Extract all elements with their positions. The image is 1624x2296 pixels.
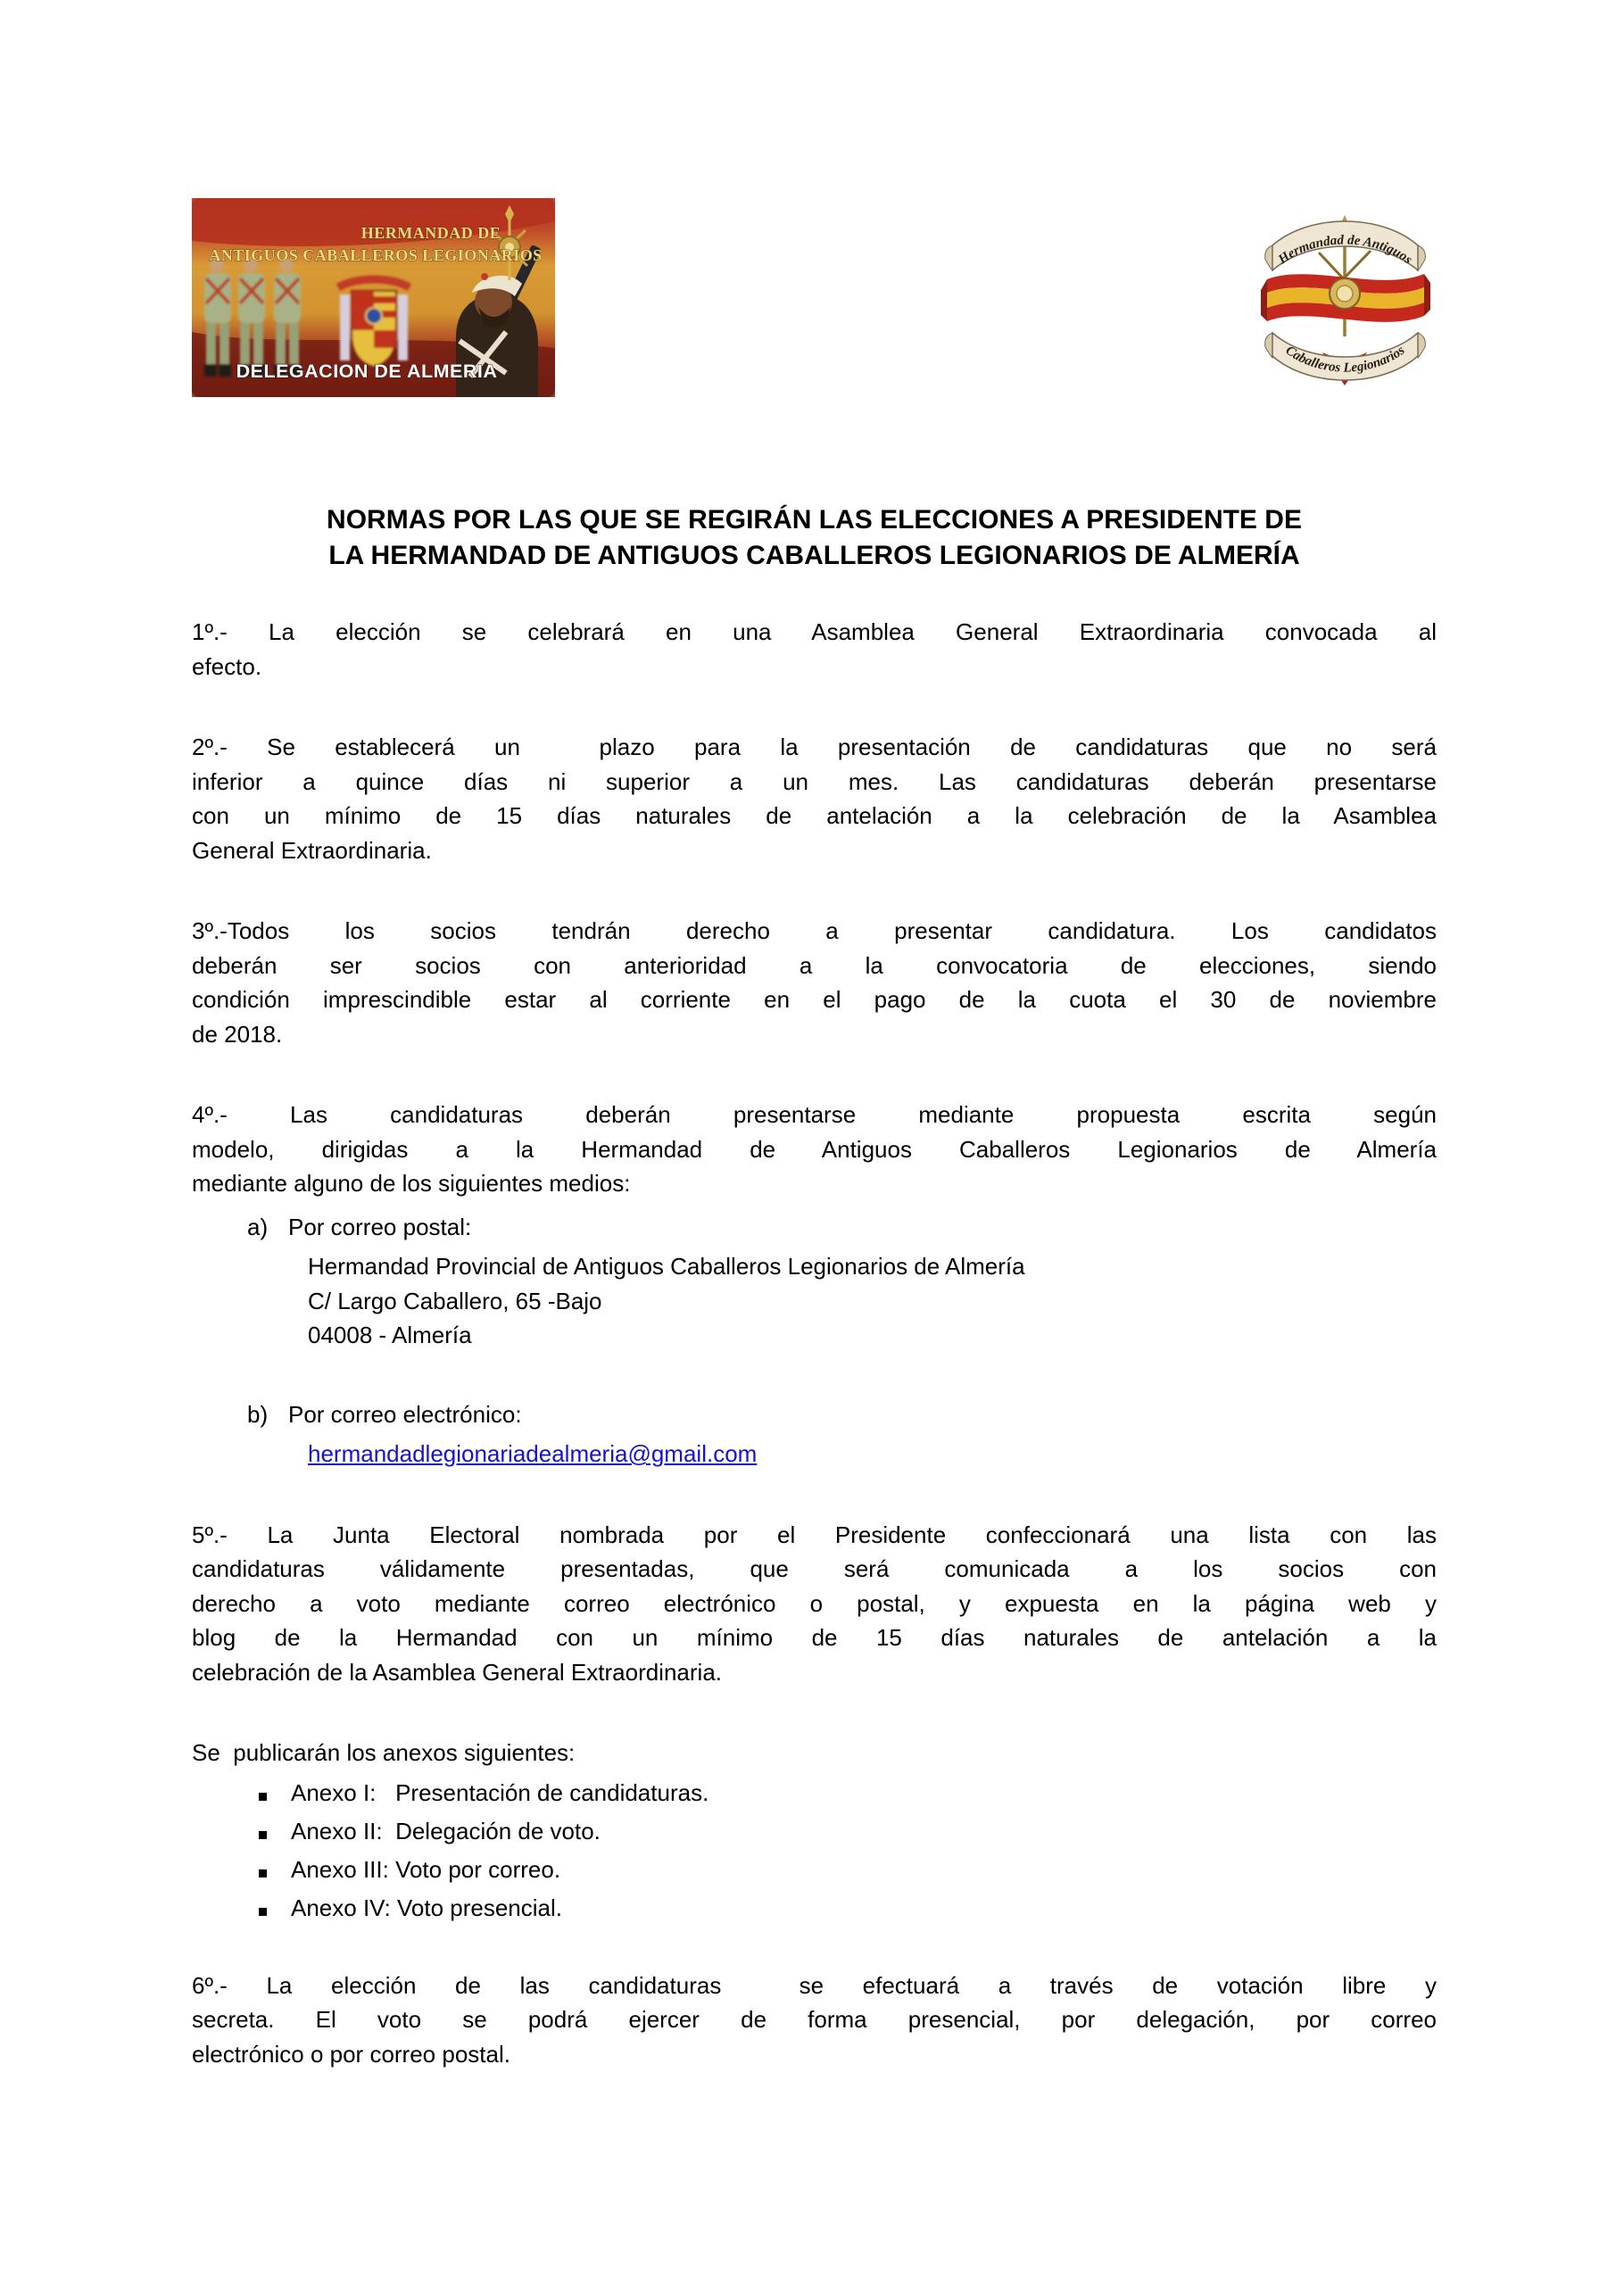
- address-line: C/ Largo Caballero, 65 -Bajo: [308, 1287, 602, 1314]
- bullet-list-item: [259, 1889, 1437, 1927]
- emblem-roundel-center: [1337, 286, 1353, 302]
- address-block: [308, 1249, 1437, 1353]
- left-logo-caption: DELEGACION DE ALMERIA: [236, 361, 498, 382]
- flag-right-fold: [1424, 274, 1430, 316]
- text-line: modelo, dirigidas a la Hermandad de Antiguos Caballeros Legionarios de Almería: [192, 1135, 1437, 1163]
- text-line: 2º.- Se establecerá un plazo para la presentación de candidaturas que no será: [192, 734, 1437, 760]
- lettered-list-item: [247, 1397, 1437, 1432]
- paragraph: [192, 914, 1437, 1051]
- paragraph: [192, 1969, 1437, 2072]
- bullet-list-item: [259, 1812, 1437, 1851]
- paragraph: [192, 1098, 1437, 1201]
- title-line: NORMAS POR LAS QUE SE REGIRÁN LAS ELECCIONES A PRESIDENTE DE: [327, 505, 1302, 535]
- text-line: blog de la Hermandad con un mínimo de 15 días naturales de antelación a la: [192, 1624, 1437, 1651]
- list-item-label: Por correo postal:: [288, 1213, 472, 1240]
- text-line: de 2018.: [192, 1020, 283, 1048]
- right-logo-image: [1260, 201, 1430, 386]
- text-line: con un mínimo de 15 días naturales de antelación a la celebración de la Asamblea: [192, 802, 1437, 829]
- scroll-curl: [1265, 245, 1272, 270]
- address-line: 04008 - Almería: [308, 1322, 472, 1348]
- text-line: condición imprescindible estar al corriente en el pago de la cuota el 30 de noviembre: [192, 986, 1437, 1013]
- bullet-list: [259, 1774, 1437, 1927]
- text-line: electrónico o por correo postal.: [192, 2040, 510, 2068]
- text-line: Se publicarán los anexos siguientes:: [192, 1739, 576, 1766]
- list-marker: b): [247, 1400, 269, 1428]
- bullet-item-label: Anexo III: Voto por correo.: [291, 1855, 561, 1883]
- bullet-square-icon: [259, 1869, 267, 1877]
- left-logo-image: [192, 198, 555, 397]
- text-line: 3º.-Todos los socios tendrán derecho a presentar candidatura. Los candidatos: [192, 917, 1437, 944]
- bullet-list-item: [259, 1774, 1437, 1812]
- text-line: derecho a voto mediante correo electrónico o postal, y expuesta en la página web y: [192, 1589, 1437, 1617]
- paragraph: [192, 1518, 1437, 1690]
- email-link[interactable]: hermandadlegionariadealmeria@gmail.com: [308, 1440, 758, 1467]
- bullet-item-label: Anexo IV: Voto presencial.: [291, 1894, 563, 1921]
- text-line: inferior a quince días ni superior a un mes. Las candidaturas deberán presentarse: [192, 767, 1437, 795]
- bullet-item-label: Anexo II: Delegación de voto.: [291, 1817, 601, 1844]
- right-logo-top-banner-text: Hermandad de Antiguos: [1275, 233, 1415, 268]
- text-line: 5º.- La Junta Electoral nombrada por el Presidente confeccionará una lista con las: [192, 1521, 1437, 1548]
- bullet-square-icon: [259, 1908, 267, 1916]
- title-line: LA HERMANDAD DE ANTIGUOS CABALLEROS LEGIONARIOS DE ALMERÍA: [328, 541, 1300, 570]
- document-body: [192, 615, 1437, 2071]
- bullet-item-label: Anexo I: Presentación de candidaturas.: [291, 1778, 709, 1806]
- paragraph: [192, 615, 1437, 684]
- scroll-curl: [1265, 333, 1272, 358]
- list-item-label: Por correo electrónico:: [288, 1400, 522, 1428]
- bullet-square-icon: [259, 1831, 267, 1839]
- text-line: secreta. El voto se podrá ejercer de forma presencial, por delegación, por correo: [192, 2006, 1437, 2033]
- text-line: 1º.- La elección se celebrará en una Asamblea General Extraordinaria convocada al: [192, 618, 1437, 645]
- scroll-curl: [1418, 245, 1425, 270]
- text-line: celebración de la Asamblea General Extraordinaria.: [192, 1658, 723, 1686]
- lettered-list-item: [247, 1210, 1437, 1245]
- address-line: Hermandad Provincial de Antiguos Caballeros Legionarios de Almería: [308, 1253, 1025, 1280]
- list-marker: a): [247, 1213, 269, 1240]
- right-logo-bottom-banner-text: Caballeros Legionarios: [1282, 343, 1408, 376]
- flag-left-fold: [1261, 279, 1267, 321]
- text-line: deberán ser socios con anterioridad a la convocatoria de elecciones, siendo: [192, 951, 1437, 979]
- paragraph: [192, 1736, 1437, 1770]
- scroll-curl: [1418, 333, 1425, 358]
- text-line: General Extraordinaria.: [192, 836, 432, 864]
- text-line: candidaturas válidamente presentadas, que será comunicada a los socios con: [192, 1555, 1437, 1582]
- text-line: mediante alguno de los siguientes medios:: [192, 1170, 631, 1197]
- text-line: 6º.- La elección de las candidaturas se efectuará a través de votación libre y: [192, 1971, 1437, 1999]
- email-link-line: [308, 1437, 1437, 1471]
- bullet-square-icon: [259, 1793, 267, 1801]
- text-line: 4º.- Las candidaturas deberán presentarse mediante propuesta escrita según: [192, 1101, 1437, 1128]
- text-line: efecto.: [192, 652, 262, 680]
- bullet-list-item: [259, 1851, 1437, 1889]
- paragraph: [192, 730, 1437, 867]
- left-logo-title-line2: ANTIGUOS CABALLEROS LEGIONARIOS: [209, 246, 543, 264]
- document-title: [192, 502, 1437, 574]
- left-logo-title-line1: HERMANDAD DE: [360, 224, 501, 242]
- document: [192, 502, 1437, 2071]
